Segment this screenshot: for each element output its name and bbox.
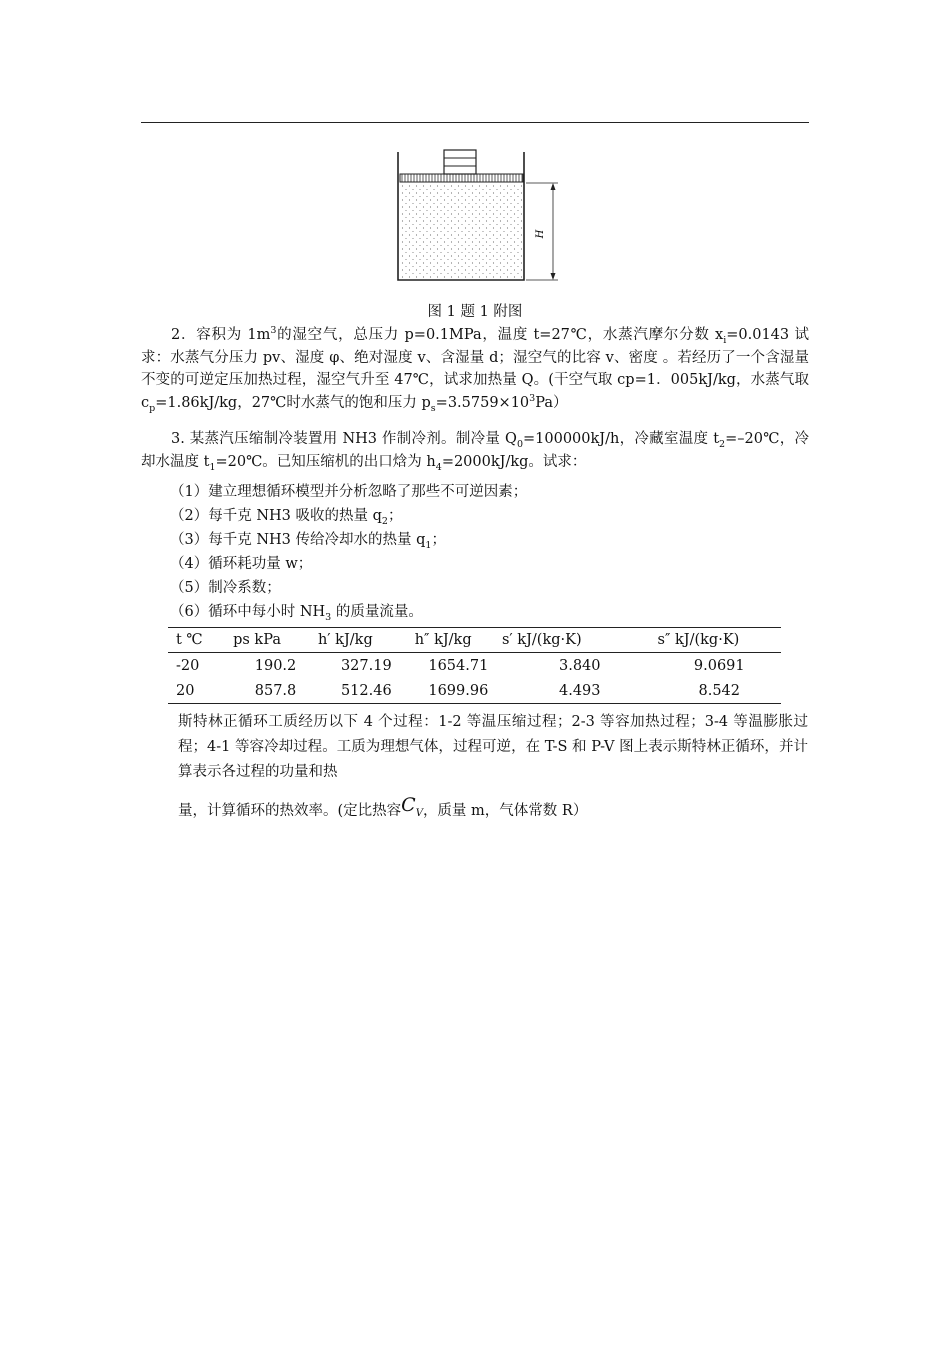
- nh3-property-table: [168, 627, 781, 704]
- table-cell: 512.46: [318, 678, 415, 704]
- column-header: s″ kJ/(kg·K): [658, 628, 781, 653]
- gas-region: [401, 183, 522, 279]
- table-cell: 190.2: [254, 657, 297, 674]
- table-cell: 1654.71: [428, 657, 489, 674]
- column-header: h″ kJ/kg: [415, 628, 502, 653]
- piston: [400, 174, 523, 182]
- list-item: （2）每千克 NH3 吸收的热量 $q_2$；: [170, 508, 403, 527]
- weight-block: [444, 150, 476, 174]
- figure-caption: 图 1 题 1 附图: [427, 304, 523, 320]
- cv-symbol: $C_V$: [401, 794, 423, 819]
- table-header-row: [168, 628, 781, 653]
- table-cell: 327.19: [340, 657, 392, 674]
- list-item: （1）建立理想循环模型并分析忽略了那些不可逆因素；: [170, 484, 528, 500]
- table-row: [168, 678, 781, 704]
- table-cell: 20: [168, 678, 233, 704]
- table-cell: 857.8: [233, 678, 318, 704]
- problem-2: 2．容积为 $1m^3$的湿空气，总压力 p=0.1MPa，温度 t=27℃，水蒸汽摩尔分数 $x_i=0.0143$ 试求：水蒸气分压力 pv、湿度 φ、绝对湿度 v、含湿量 d；湿空气的比容 v、密度 。若经历了一个含湿量不变的可逆定压加热过程，湿空气升至 47℃，试求加热量 Q。(干空气取 cp=1．005kJ/kg，水蒸气取 $c_p=1.86kJ/kg$，27℃时水蒸气的饱和压力 $p_s=3.5759\times 10^3Pa$）: [141, 325, 809, 414]
- height-label: H: [535, 229, 546, 239]
- problem-3-items: [170, 480, 527, 624]
- table-cell: -20: [176, 657, 200, 674]
- table-cell: 3.840: [558, 657, 601, 674]
- list-item: （5）制冷系数；: [170, 580, 281, 596]
- column-header: t ℃: [168, 628, 233, 653]
- piston-cylinder-figure: [380, 142, 580, 292]
- table-row: [168, 653, 781, 679]
- table-cell: 1699.96: [415, 678, 502, 704]
- table-cell: 4.493: [502, 678, 658, 704]
- column-header: ps kPa: [233, 628, 318, 653]
- table-cell: 8.542: [658, 678, 781, 704]
- problem-3: 3. 某蒸汽压缩制冷装置用 NH3 作制冷剂。制冷量 $Q_0=100000kJ/h$，冷藏室温度 $t_2=-20℃$，冷却水温度 $t_1=20℃$。已知压缩机的出口焓为 $h_4=2000kJ/kg$。试求：: [141, 431, 809, 473]
- problem-4: 斯特林正循环工质经历以下 4 个过程：1-2 等温压缩过程；2-3 等容加热过程；3-4 等温膨胀过程；4-1 等容冷却过程。工质为理想气体，过程可逆，在 T-S 和 P-V 图上表示斯特林正循环，并计算表示各过程的功量和热: [178, 714, 808, 780]
- top-rule: [141, 122, 809, 123]
- list-item: （4）循环耗功量 w；: [170, 556, 313, 572]
- table-cell: 9.0691: [693, 657, 745, 674]
- column-header: s′ kJ/(kg·K): [502, 628, 658, 653]
- list-item: （6）循环中每小时 $NH_3$ 的质量流量。: [170, 604, 423, 623]
- list-item: （3）每千克 NH3 传给冷却水的热量 $q_1$；: [170, 532, 446, 551]
- column-header: h′ kJ/kg: [318, 628, 415, 653]
- problem-4-continuation: 量，计算循环的热效率。(定比热容$C_V$，质量 m，气体常数 R）: [178, 794, 588, 819]
- p2-lead: 2．容积为 1m: [171, 327, 271, 343]
